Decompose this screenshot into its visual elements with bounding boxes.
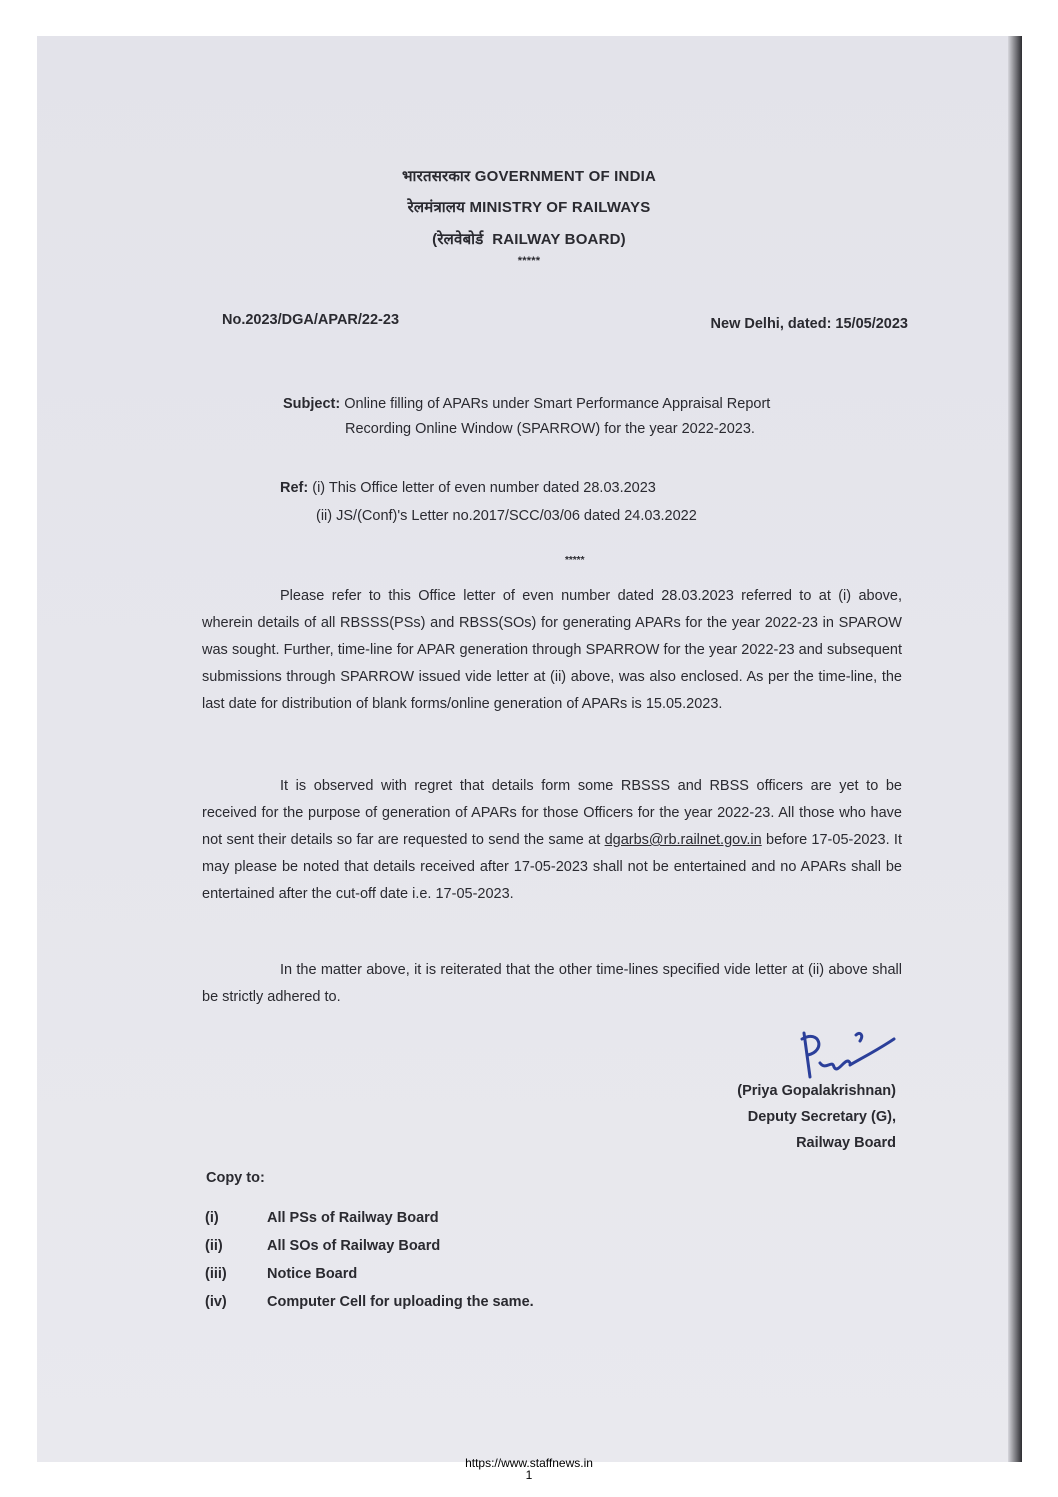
- copy-to-item: [205, 1210, 439, 1226]
- paragraph-3-text: In the matter above, it is reiterated that the other time-lines specified vide letter at (ii) above shall be strictly adhered to.: [202, 962, 902, 1005]
- paragraph-1: [202, 583, 902, 718]
- header-hindi-govt: भारतसरकार: [401, 168, 471, 185]
- signature-block: [737, 1078, 896, 1156]
- paragraph-2-text-b: before 17-05-2023. It may please be noted that details received after 17-05-2023 shall not be entertained and no APARs shall be entertained after the cut-off date i.e. 17-05-2023.: [202, 832, 902, 902]
- copy-to-item: [205, 1294, 534, 1310]
- copy-item-text: Computer Cell for uploading the same.: [267, 1294, 534, 1310]
- footer-url[interactable]: https://www.staffnews.in: [465, 1456, 593, 1470]
- copy-item-number: (ii): [205, 1238, 223, 1254]
- signatory-name: (Priya Gopalakrishnan): [737, 1083, 896, 1099]
- page-edge-shadow: [1008, 36, 1022, 1462]
- ref-item-1: (i) This Office letter of even number dated 28.03.2023: [312, 480, 656, 496]
- subject-line-2: Recording Online Window (SPARROW) for the year 2022-2023.: [345, 421, 755, 437]
- header-govt: GOVERNMENT OF INDIA: [474, 168, 657, 185]
- email-link[interactable]: dgarbs@rb.railnet.gov.in: [604, 832, 762, 848]
- letter-number: No.2023/DGA/APAR/22-23: [222, 312, 400, 328]
- header-line-2: [0, 197, 1058, 217]
- page-number: 1: [525, 1468, 533, 1482]
- subject-label: Subject:: [283, 396, 341, 412]
- copy-item-text: All PSs of Railway Board: [267, 1210, 439, 1226]
- subject-block: [283, 392, 908, 442]
- header-hindi-ministry: रेलमंत्रालय: [407, 199, 466, 216]
- copy-to-item: [205, 1266, 357, 1282]
- header-stars: *****: [517, 255, 541, 267]
- copy-item-number: (iii): [205, 1266, 227, 1282]
- header-hindi-board: (रेलवेबोर्ड: [432, 231, 484, 248]
- ref-item-2: (ii) JS/(Conf)'s Letter no.2017/SCC/03/06 dated 24.03.2022: [316, 508, 697, 524]
- copy-item-text: Notice Board: [267, 1266, 358, 1282]
- header-line-3: [0, 229, 1058, 249]
- paragraph-2: [202, 773, 902, 908]
- signatory-designation: Deputy Secretary (G),: [747, 1109, 896, 1125]
- copy-to-item: [205, 1238, 440, 1254]
- copy-item-number: (iv): [205, 1294, 227, 1310]
- header-line-1: [0, 166, 1058, 186]
- header-ministry: MINISTRY OF RAILWAYS: [469, 199, 651, 216]
- subject-line-1: Online filling of APARs under Smart Performance Appraisal Report: [344, 396, 771, 412]
- paragraph-2-text-a: It is observed with regret that details form some RBSSS and RBSS officers are yet to be received for the purpose of generation of APARs for those Officers for the year 2022-23. All those who have not sent their details so far are requested to send the same at: [202, 778, 902, 848]
- copy-item-text: All SOs of Railway Board: [267, 1238, 441, 1254]
- copy-to-label: Copy to:: [206, 1170, 265, 1186]
- header-board: RAILWAY BOARD): [492, 231, 626, 248]
- separator-stars: *****: [565, 555, 585, 566]
- paragraph-3: [202, 957, 902, 1011]
- paragraph-1-text: Please refer to this Office letter of even number dated 28.03.2023 referred to at (i) above, wherein details of all RBSSS(PSs) and RBSS(SOs) for generating APARs for the year 2022-23 in SPAROW was sought. Further, time-line for APAR generation through SPARROW for the year 2022-23 and subsequent submissions through SPARROW issued vide letter at (ii) above, was also enclosed. As per the time-line, the last date for distribution of blank forms/online generation of APARs is 15.05.2023.: [202, 588, 902, 712]
- copy-item-number: (i): [205, 1210, 219, 1226]
- ref-label: Ref:: [280, 480, 309, 496]
- document-page: [37, 36, 1022, 1462]
- signatory-office: Railway Board: [796, 1135, 896, 1151]
- letter-date: New Delhi, dated: 15/05/2023: [710, 316, 908, 332]
- ref-block: [280, 474, 697, 530]
